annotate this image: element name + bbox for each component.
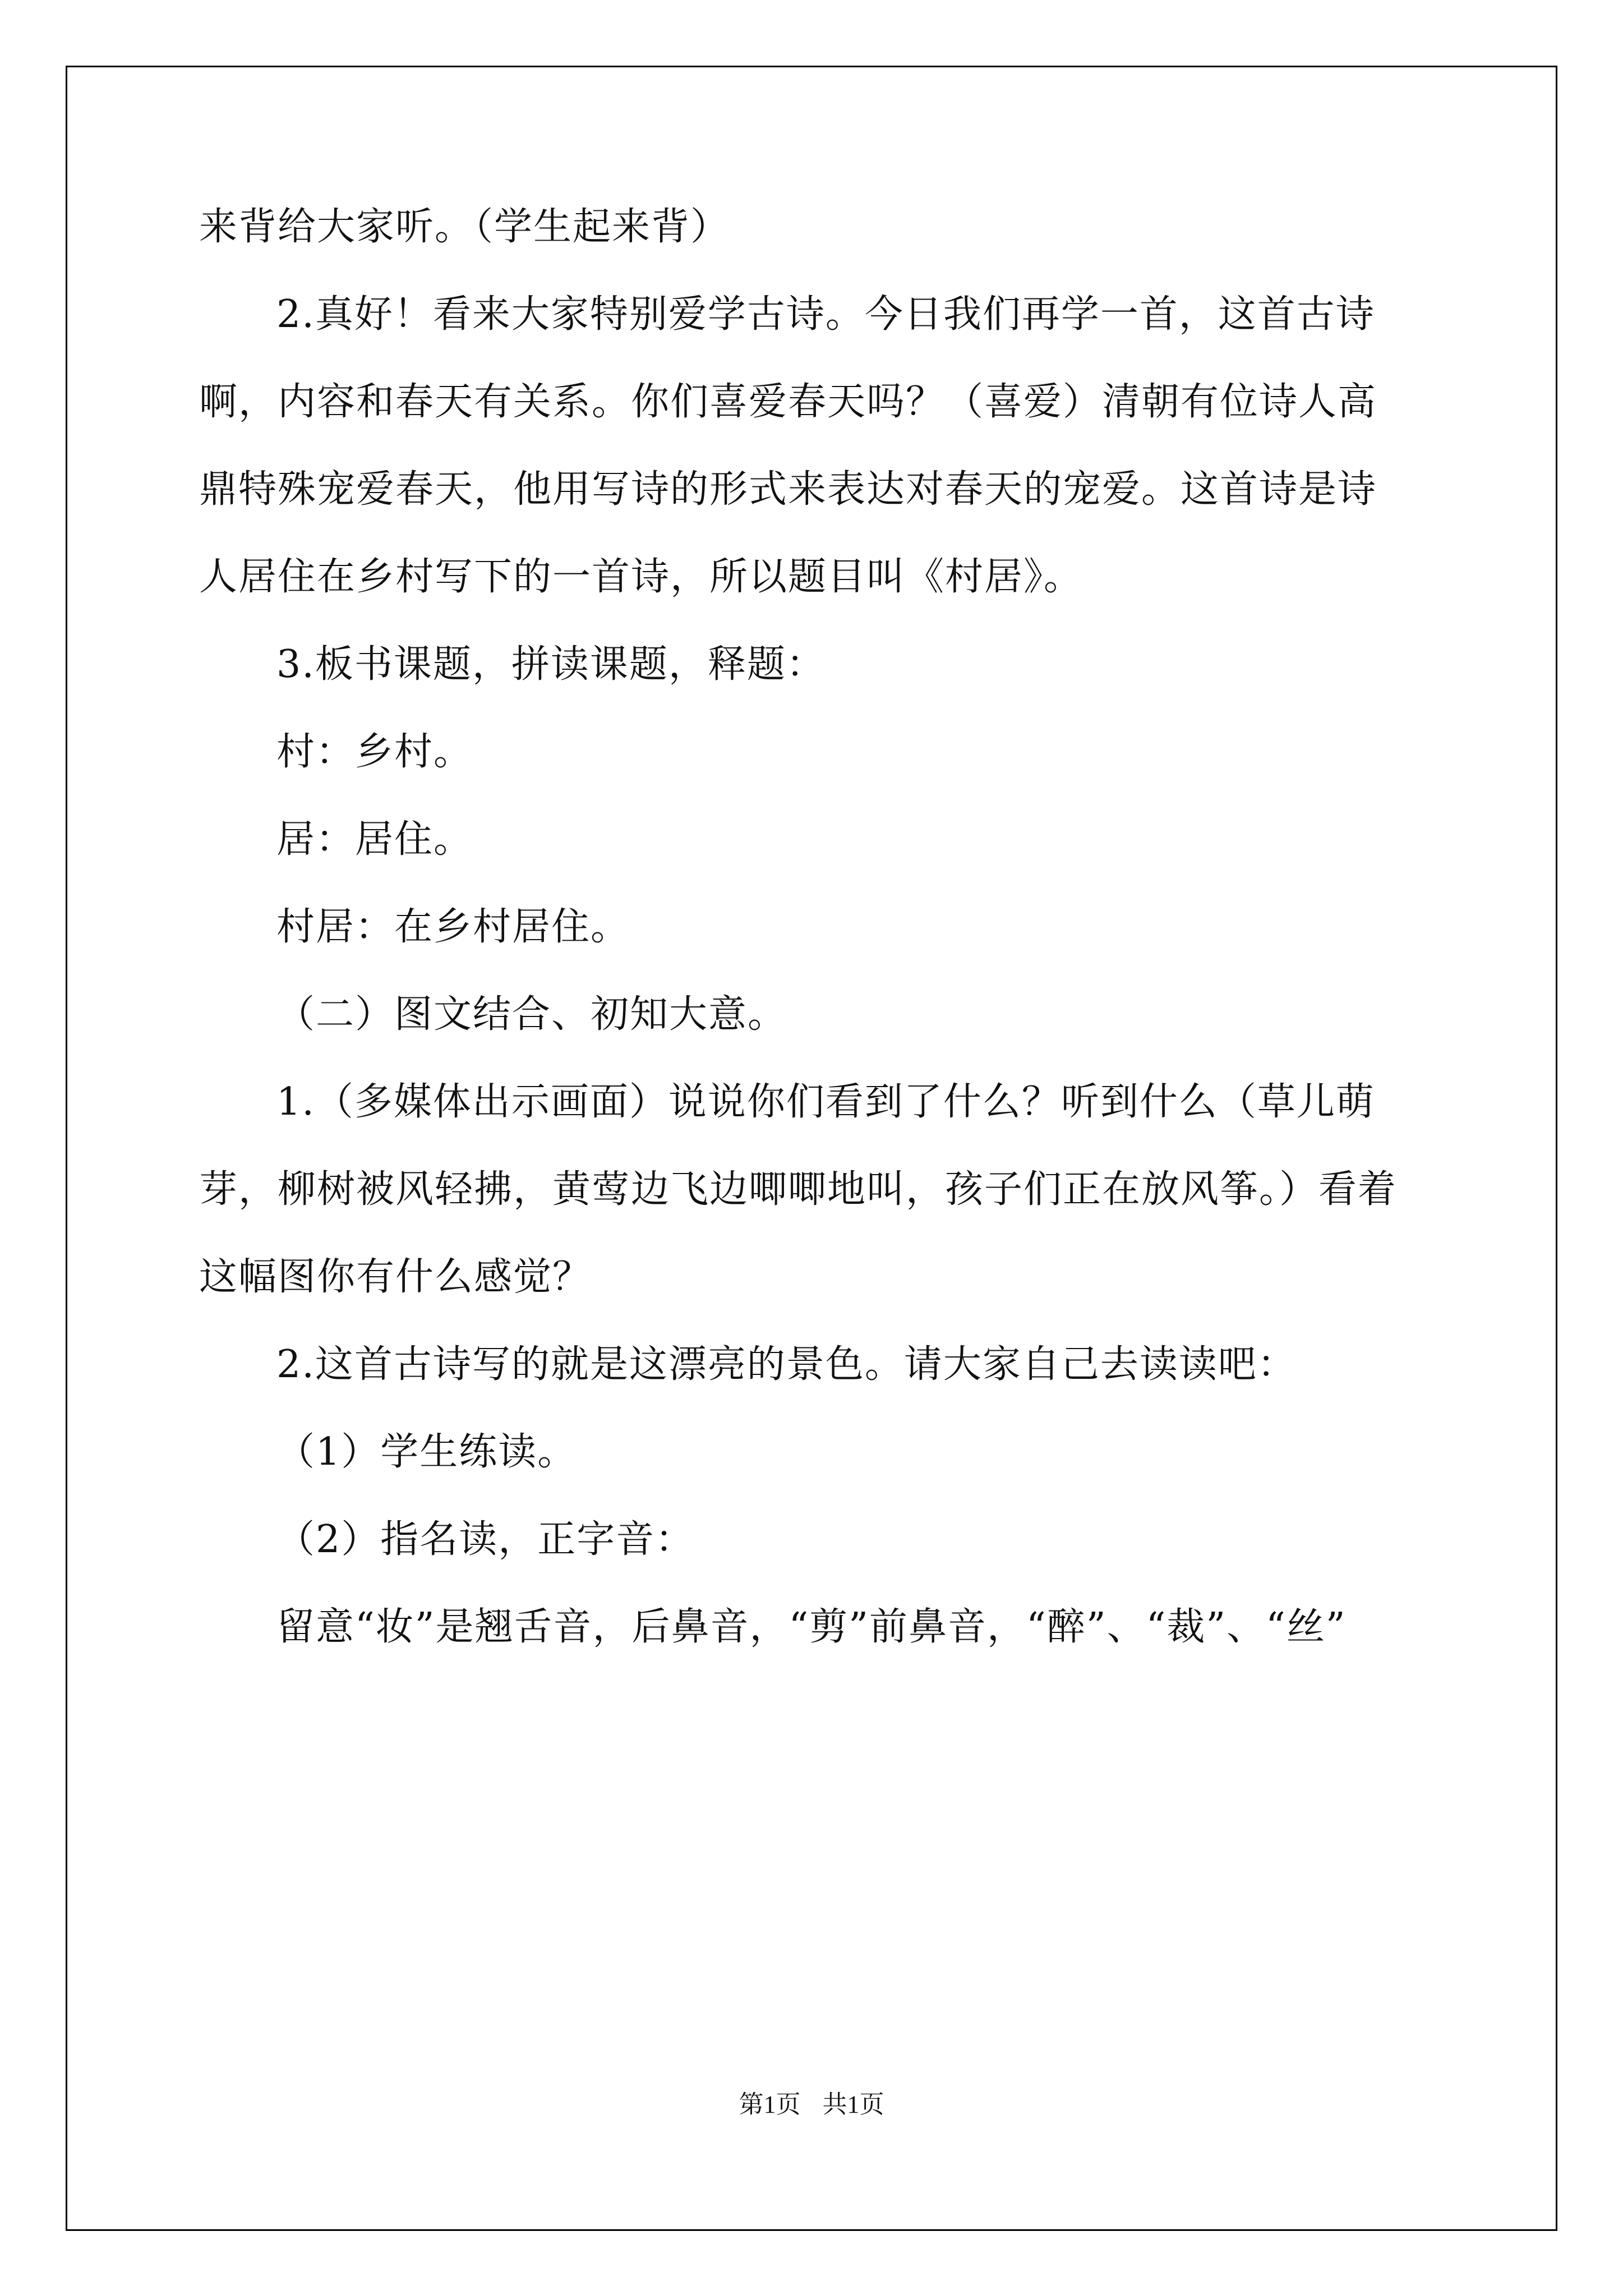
text-line-6: 3.板书课题，拼读课题，释题：: [276, 642, 826, 687]
text-line-1: 来背给大家听。（学生起来背）: [199, 205, 730, 249]
page-footer: [0, 2088, 1623, 2122]
text-line-11: 1.（多媒体出示画面）说说你们看到了什么？听到什么（草儿萌: [276, 1080, 1375, 1124]
text-line-17: 留意“妆”是翘舌音，后鼻音，“剪”前鼻音，“醉”、“裁”、“丝”: [276, 1605, 1347, 1649]
text-line-9: 村居：在乡村居住。: [276, 905, 630, 949]
text-line-2: 2.真好！看来大家特别爱学古诗。今日我们再学一首，这首古诗: [276, 292, 1375, 337]
text-line-14: 2.这首古诗写的就是这漂亮的景色。请大家自己去读读吧：: [276, 1342, 1297, 1387]
text-line-13: 这幅图你有什么感觉？: [199, 1255, 592, 1299]
text-line-3: 啊，内容和春天有关系。你们喜爱春天吗？（喜爱）清朝有位诗人高: [199, 380, 1377, 424]
text-line-15: （1）学生练读。: [276, 1430, 577, 1474]
text-line-16: （2）指名读，正字音：: [276, 1517, 695, 1562]
page-number: 第1页: [739, 2091, 801, 2118]
text-line-7: 村：乡村。: [276, 730, 473, 774]
text-line-12: 芽，柳树被风轻拂，黄莺边飞边唧唧地叫，孩子们正在放风筝。）看着: [199, 1167, 1398, 1212]
page-total: 共1页: [822, 2091, 884, 2118]
text-line-5: 人居住在乡村写下的一首诗，所以题目叫《村居》。: [199, 555, 1083, 599]
text-line-10: （二）图文结合、初知大意。: [276, 992, 787, 1037]
text-line-4: 鼎特殊宠爱春天，他用写诗的形式来表达对春天的宠爱。这首诗是诗: [199, 467, 1377, 512]
text-line-8: 居：居住。: [276, 817, 473, 862]
